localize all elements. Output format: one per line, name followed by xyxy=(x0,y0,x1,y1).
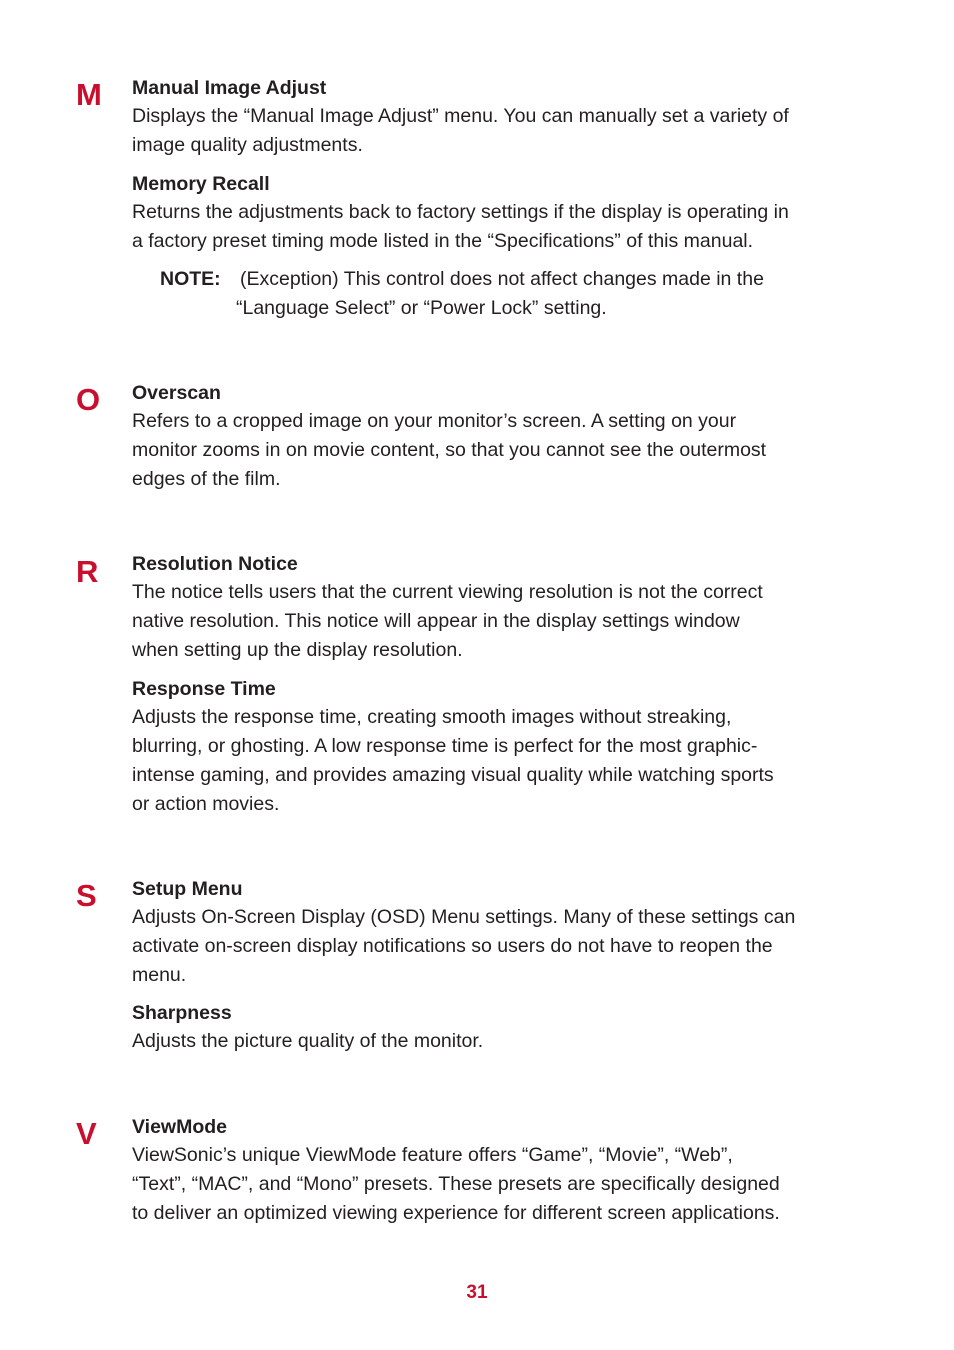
page-number: 31 xyxy=(466,1282,488,1303)
entry-term: Overscan xyxy=(132,382,221,404)
glossary-entry-response-time xyxy=(132,675,892,819)
glossary-entry-overscan xyxy=(132,379,892,494)
entry-term: Response Time xyxy=(132,678,276,700)
entry-description-line: Adjusts On-Screen Display (OSD) Menu settings. Many of these settings can xyxy=(132,906,796,928)
section-letter-m: M xyxy=(76,77,102,112)
entry-description-line: edges of the film. xyxy=(132,468,281,490)
section-letter-r: R xyxy=(76,554,99,589)
entry-description-line: The notice tells users that the current viewing resolution is not the correct xyxy=(132,581,763,603)
entry-description-line: “Text”, “MAC”, and “Mono” presets. These presets are specifically designed xyxy=(132,1173,780,1195)
glossary-entry-resolution-notice xyxy=(132,550,892,665)
note-text: (Exception) This control does not affect changes made in the xyxy=(240,268,764,290)
entry-description-line: when setting up the display resolution. xyxy=(132,639,463,661)
entry-description-line: Adjusts the response time, creating smooth images without streaking, xyxy=(132,706,732,728)
entry-description-line: to deliver an optimized viewing experience for different screen applications. xyxy=(132,1202,780,1224)
entry-description-line: Refers to a cropped image on your monitor’s screen. A setting on your xyxy=(132,410,737,432)
entry-description-line: or action movies. xyxy=(132,793,280,815)
entry-term: Setup Menu xyxy=(132,878,243,900)
note-block xyxy=(160,265,860,323)
entry-term: Resolution Notice xyxy=(132,553,298,575)
glossary-entry-viewmode xyxy=(132,1113,892,1228)
entry-description-line: monitor zooms in on movie content, so that you cannot see the outermost xyxy=(132,439,767,461)
entry-term: ViewMode xyxy=(132,1116,227,1138)
entry-description-line: a factory preset timing mode listed in the “Specifications” of this manual. xyxy=(132,230,754,252)
entry-term: Manual Image Adjust xyxy=(132,77,327,99)
entry-term: Memory Recall xyxy=(132,173,270,195)
section-letter-v: V xyxy=(76,1116,97,1151)
entry-description-line: activate on-screen display notifications so users do not have to reopen the xyxy=(132,935,773,957)
note-text-continued: “Language Select” or “Power Lock” setting. xyxy=(236,297,607,319)
entry-description-line: blurring, or ghosting. A low response time is perfect for the most graphic- xyxy=(132,735,758,757)
entry-description-line: Adjusts the picture quality of the monitor. xyxy=(132,1030,484,1052)
section-letter-s: S xyxy=(76,878,97,913)
entry-description-line: native resolution. This notice will appear in the display settings window xyxy=(132,610,740,632)
section-letter-o: O xyxy=(76,382,101,417)
entry-description-line: ViewSonic’s unique ViewMode feature offers “Game”, “Movie”, “Web”, xyxy=(132,1144,733,1166)
glossary-entry-manual-image-adjust xyxy=(132,74,892,160)
entry-description-line: Displays the “Manual Image Adjust” menu. You can manually set a variety of xyxy=(132,105,789,127)
entry-description-line: Returns the adjustments back to factory settings if the display is operating in xyxy=(132,201,789,223)
glossary-entry-sharpness xyxy=(132,999,892,1056)
note-label: NOTE: xyxy=(160,268,221,290)
glossary-entry-setup-menu xyxy=(132,875,892,990)
entry-term: Sharpness xyxy=(132,1002,232,1024)
entry-description-line: menu. xyxy=(132,964,187,986)
glossary-entry-memory-recall xyxy=(132,170,892,256)
entry-description-line: image quality adjustments. xyxy=(132,134,363,156)
note-line xyxy=(160,265,860,294)
entry-description-line: intense gaming, and provides amazing visual quality while watching sports xyxy=(132,764,774,786)
